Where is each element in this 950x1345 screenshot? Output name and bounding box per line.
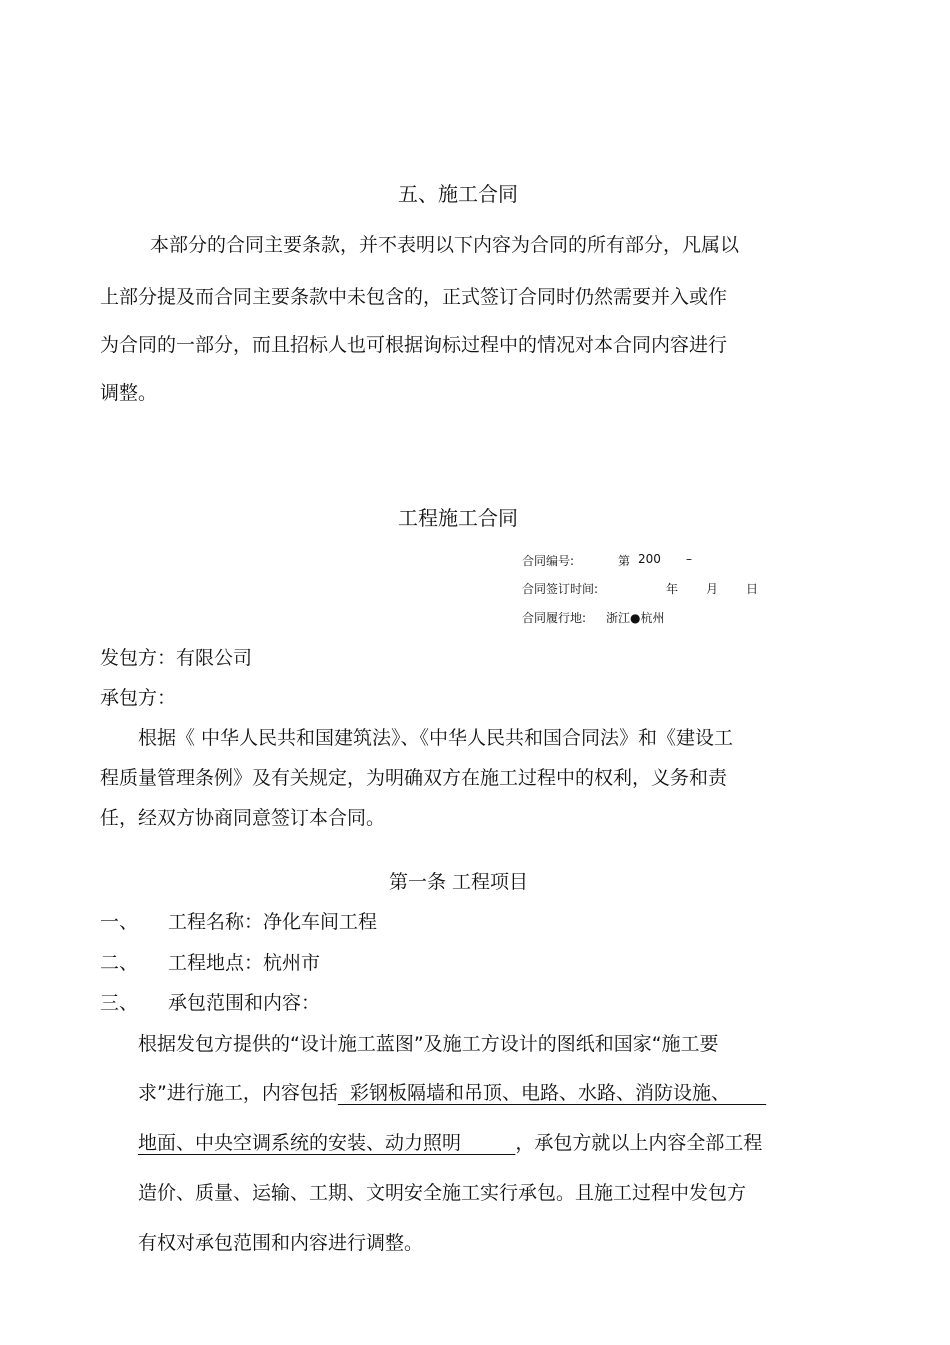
contract-number-prefix: 第 — [618, 554, 631, 568]
sign-year: 年 — [666, 582, 679, 596]
place-label: 合同履行地: — [522, 611, 587, 625]
party-b: 承包方： — [100, 687, 177, 709]
scope-line — [138, 1078, 766, 1105]
intro-line: 上部分提及而合同主要条款中未包含的，正式签订合同时仍然需要并入或作 — [100, 286, 728, 308]
item-number: 一、 — [100, 911, 139, 933]
basis-line: 根据《 中华人民共和国建筑法》、《中华人民共和国合同法》和《建设工 — [138, 727, 734, 749]
scope-text: ，承包方就以上内容全部工程 — [515, 1132, 763, 1154]
scope-line: 造价、质量、运输、工期、文明安全施工实行承包。且施工过程中发包方 — [138, 1182, 747, 1204]
item-number: 二、 — [100, 952, 139, 974]
item-text: 承包范围和内容： — [168, 992, 321, 1014]
contract-title: 工程施工合同 — [398, 506, 518, 530]
contract-number-dash: – — [686, 552, 692, 566]
scope-line: 有权对承包范围和内容进行调整。 — [138, 1232, 424, 1254]
item-number: 三、 — [100, 992, 139, 1014]
sign-date-label: 合同签订时间: — [522, 582, 599, 596]
scope-text: 求”进行施工，内容包括 — [138, 1082, 338, 1104]
party-a: 发包方：有限公司 — [100, 647, 253, 669]
intro-line: 为合同的一部分，而且招标人也可根据询标过程中的情况对本合同内容进行 — [100, 334, 728, 356]
item-text: 工程地点：杭州市 — [168, 952, 321, 974]
scope-underlined-text: 彩钢板隔墙和吊顶、电路、水路、消防设施、 — [337, 1082, 767, 1104]
scope-line: 根据发包方提供的“设计施工蓝图”及施工方设计的图纸和国家“施工要 — [138, 1033, 719, 1055]
sign-day: 日 — [746, 582, 759, 596]
contract-number-label: 合同编号: — [522, 554, 575, 568]
scope-line — [138, 1128, 762, 1155]
contract-number-year: 200 — [638, 552, 661, 566]
place-value: 浙江●杭州 — [606, 611, 665, 625]
basis-line: 程质量管理条例》及有关规定，为明确双方在施工过程中的权利，义务和责 — [100, 767, 728, 789]
section-title: 五、施工合同 — [398, 182, 518, 206]
sign-month: 月 — [706, 582, 719, 596]
intro-line: 调整。 — [100, 382, 158, 404]
article-one-title: 第一条 工程项目 — [389, 871, 529, 893]
basis-line: 任，经双方协商同意签订本合同。 — [100, 807, 386, 829]
item-text: 工程名称：净化车间工程 — [168, 911, 378, 933]
intro-line: 本部分的合同主要条款，并不表明以下内容为合同的所有部分，凡属以 — [150, 234, 740, 256]
scope-underlined-text: 地面、中央空调系统的安装、动力照明 — [138, 1132, 516, 1154]
